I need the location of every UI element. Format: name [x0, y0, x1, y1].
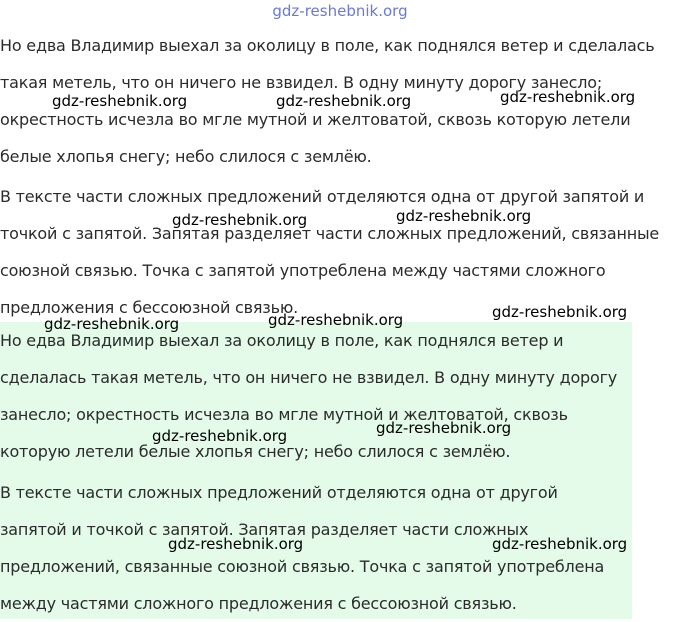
watermark-overlay: gdz-reshebnik.org	[168, 535, 304, 553]
watermark-overlay: gdz-reshebnik.org	[44, 315, 180, 333]
watermark-overlay: gdz-reshebnik.org	[152, 427, 288, 445]
top-watermark: gdz-reshebnik.org	[272, 2, 408, 20]
watermark-overlay: gdz-reshebnik.org	[172, 211, 308, 229]
watermark-overlay: gdz-reshebnik.org	[396, 207, 532, 225]
explanation-paragraph: В тексте части сложных предложений отделяются одна от другой запятой и точкой с запятой. Запятая разделяет части сложных предложений, связанные союзной связью. Точка с запятой употреблена между частями сложного предложения с бессоюзной связью.	[0, 187, 660, 317]
watermark-overlay: gdz-reshebnik.org	[376, 419, 512, 437]
watermark-overlay: gdz-reshebnik.org	[500, 88, 636, 106]
answer-explanation-paragraph: В тексте части сложных предложений отделяются одна от другой запятой и точкой с запятой. Запятая разделяет части сложных предложений, связанные союзной связью. Точка с запятой употреблена между частями сложного предложения с бессоюзной связью.	[0, 483, 605, 613]
watermark-overlay: gdz-reshebnik.org	[492, 535, 628, 553]
watermark-overlay: gdz-reshebnik.org	[492, 303, 628, 321]
answer-excerpt-paragraph: Но едва Владимир выехал за околицу в поле, как поднялся ветер и сделалась такая метель, что он ничего не взвидел. В одну минуту дорогу занесло; окрестность исчезла во мгле мутной и желтоватой, сквозь которую летели белые хлопья снегу; небо слилося с землёю.	[0, 331, 618, 461]
watermark-overlay: gdz-reshebnik.org	[268, 311, 404, 329]
excerpt-paragraph: Но едва Владимир выехал за околицу в поле, как поднялся ветер и сделалась такая метель, что он ничего не взвидел. В одну минуту дорогу занесло; окрестность исчезла во мгле мутной и желтоватой, сквозь которую летели белые хлопья снегу; небо слилося с землёю.	[0, 36, 655, 166]
watermark-overlay: gdz-reshebnik.org	[276, 92, 412, 110]
watermark-overlay: gdz-reshebnik.org	[52, 92, 188, 110]
